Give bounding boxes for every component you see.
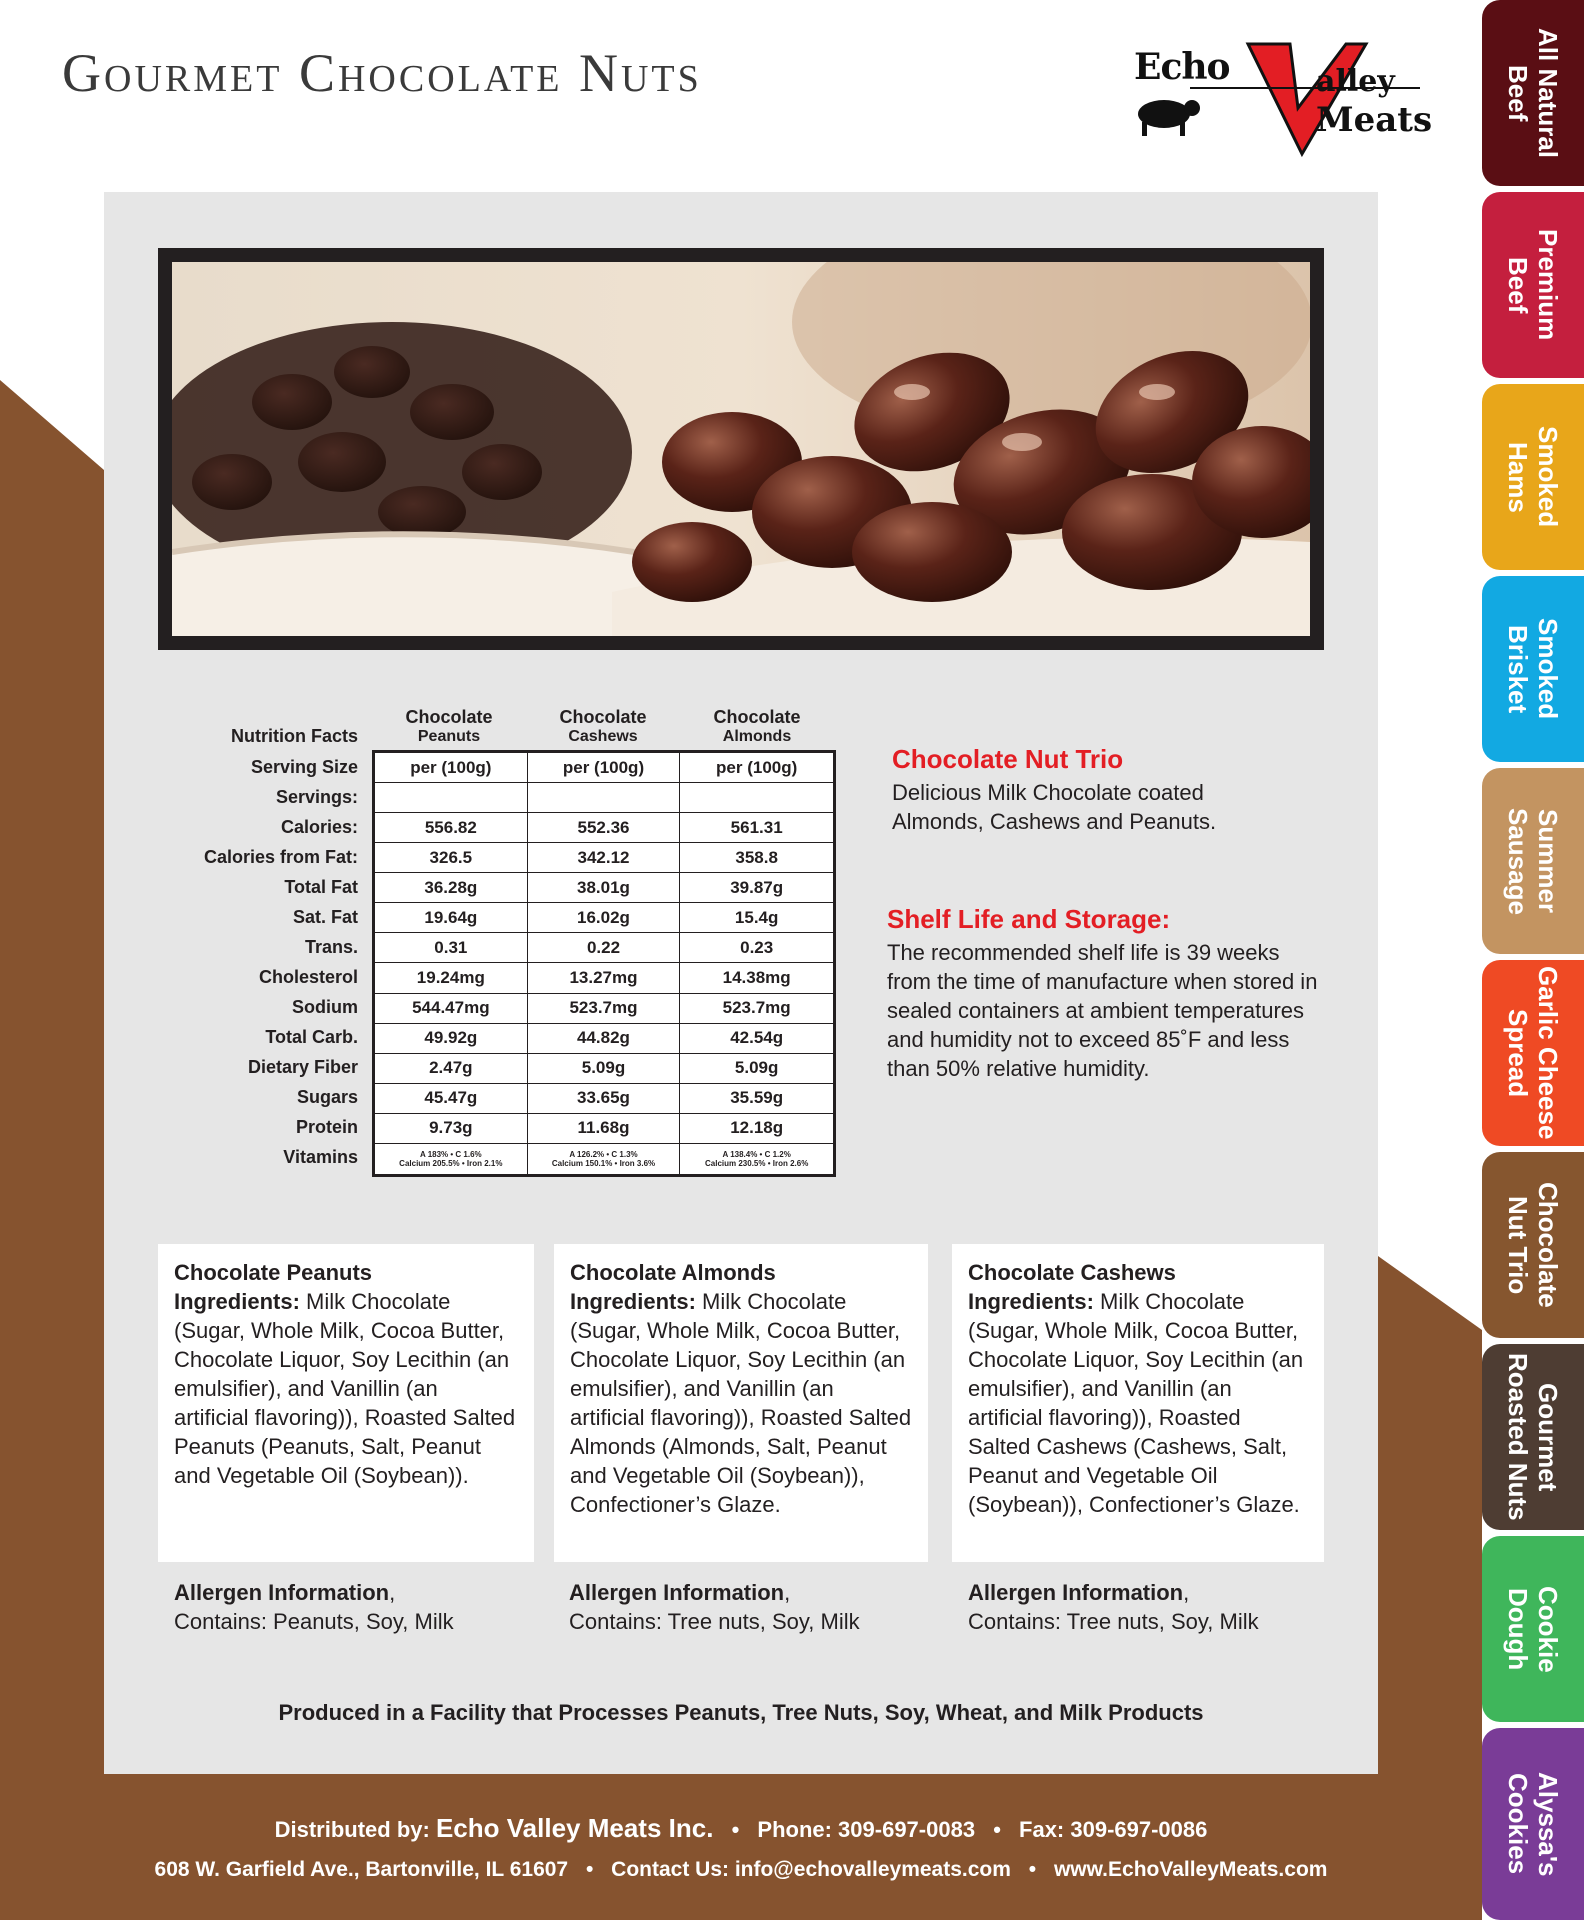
tab-cookie-dough[interactable]	[1482, 1536, 1584, 1722]
column-header-name: Chocolate	[713, 707, 801, 727]
allergen-info-almonds: Allergen Information, Contains: Tree nuts, Soy, Milk	[569, 1580, 860, 1634]
website-link[interactable]: www.EchoValleyMeats.com	[1053, 1858, 1328, 1881]
tab-alyssas-cookies[interactable]	[1482, 1728, 1584, 1920]
tab-garlic-cheese-spread[interactable]	[1482, 960, 1584, 1146]
vitamins-cell	[528, 1144, 681, 1174]
logo-meats-text: Meats	[1316, 100, 1433, 140]
fax-number: Fax: 309-697-0086	[1019, 1817, 1208, 1842]
nutrition-cell: 19.64g	[375, 903, 528, 933]
tab-premium-beef[interactable]	[1482, 192, 1584, 378]
nutrition-cell: 0.31	[375, 933, 528, 963]
separator: •	[1028, 1858, 1037, 1881]
tab-gourmet-roasted-nuts[interactable]	[1482, 1344, 1584, 1530]
nutrition-cell: per (100g)	[528, 753, 681, 783]
allergen-info-peanuts: Allergen Information, Contains: Peanuts, Soy, Milk	[174, 1580, 454, 1634]
column-header-cashews	[526, 708, 680, 746]
chocolate-nuts-photo	[172, 262, 1310, 636]
trio-heading: Chocolate Nut Trio	[892, 744, 1124, 774]
row-label: Calories:	[280, 817, 358, 837]
column-header-sub: Cashews	[568, 728, 638, 745]
company-name: Echo Valley Meats Inc.	[435, 1813, 714, 1843]
tab-label: Cookie Dough	[1503, 1585, 1563, 1673]
row-label: Serving Size	[250, 757, 358, 777]
nutrition-facts-title: Nutrition Facts	[230, 726, 358, 746]
nutrition-cell: 5.09g	[680, 1054, 833, 1084]
card-ingredients-label: Ingredients:	[174, 1289, 300, 1314]
row-label: Cholesterol	[258, 967, 358, 987]
nutrition-cell: 36.28g	[375, 873, 528, 903]
nutrition-cell: per (100g)	[680, 753, 833, 783]
nutrition-cell: 556.82	[375, 813, 528, 843]
tab-label: Smoked Hams	[1503, 426, 1563, 528]
nutrition-cell: 15.4g	[680, 903, 833, 933]
row-label: Total Fat	[284, 877, 358, 897]
ingredients-card-peanuts	[158, 1244, 534, 1562]
ingredients-card-cashews	[952, 1244, 1324, 1562]
nutrition-cell: 12.18g	[680, 1114, 833, 1144]
shelf-life-text: The recommended shelf life is 39 weeks from the time of manufacture when stored in sealed containers at ambient temperatures and humidity not to exceed 85˚F and less than 50% relative humidity.	[887, 940, 1318, 1081]
row-label: Sodium	[292, 997, 358, 1017]
allergen-label: Allergen Information	[968, 1580, 1184, 1605]
nutrition-cell	[680, 783, 833, 813]
nutrition-table	[372, 750, 836, 1177]
allergen-text: Contains: Tree nuts, Soy, Milk	[569, 1609, 860, 1634]
contact-email-link[interactable]: Contact Us: info@echovalleymeats.com	[611, 1858, 1011, 1881]
tab-label: Summer Sausage	[1503, 807, 1563, 915]
nutrition-cell: 33.65g	[528, 1084, 681, 1114]
nutrition-cell: 5.09g	[528, 1054, 681, 1084]
column-header-sub: Almonds	[722, 728, 792, 745]
card-product-name: Chocolate Almonds	[570, 1260, 776, 1285]
row-label: Trans.	[304, 937, 358, 957]
row-label: Protein	[295, 1117, 358, 1137]
nutrition-cell: 16.02g	[528, 903, 681, 933]
tab-smoked-hams[interactable]	[1482, 384, 1584, 570]
nutrition-cell: 11.68g	[528, 1114, 681, 1144]
column-header-name: Chocolate	[559, 707, 647, 727]
nutrition-cell: per (100g)	[375, 753, 528, 783]
row-label: Servings:	[275, 787, 358, 807]
card-ingredients-text: Milk Chocolate (Sugar, Whole Milk, Cocoa Butter, Chocolate Liquor, Soy Lecithin (an emulsifier), and Vanillin (an artificial flavoring)), Roasted Salted Peanuts (Peanuts, Salt, Peanut and Vegetable Oil (Soybean)).	[174, 1289, 516, 1488]
address: 608 W. Garfield Ave., Bartonville, IL 61607	[154, 1858, 569, 1881]
allergen-info-cashews: Allergen Information, Contains: Tree nuts, Soy, Milk	[968, 1580, 1259, 1634]
nutrition-cell: 14.38mg	[680, 963, 833, 993]
nutrition-cell: 35.59g	[680, 1084, 833, 1114]
page-title: Gourmet Chocolate Nuts	[62, 43, 702, 103]
nutrition-cell: 544.47mg	[375, 994, 528, 1024]
column-header-peanuts	[372, 708, 526, 746]
nutrition-cell: 44.82g	[528, 1024, 681, 1054]
row-label: Total Carb.	[265, 1027, 358, 1047]
nutrition-cell: 42.54g	[680, 1024, 833, 1054]
nutrition-cell: 9.73g	[375, 1114, 528, 1144]
nutrition-cell: 0.23	[680, 933, 833, 963]
card-product-name: Chocolate Cashews	[968, 1260, 1176, 1285]
nutrition-cell: 523.7mg	[680, 994, 833, 1024]
allergen-text: Contains: Peanuts, Soy, Milk	[174, 1609, 454, 1634]
card-ingredients-label: Ingredients:	[570, 1289, 696, 1314]
nutrition-cell: 523.7mg	[528, 994, 681, 1024]
trio-description: Delicious Milk Chocolate coated Almonds, Cashews and Peanuts.	[892, 780, 1217, 834]
nutrition-cell: 45.47g	[375, 1084, 528, 1114]
allergen-text: Contains: Tree nuts, Soy, Milk	[968, 1609, 1259, 1634]
vitamins-line: A 138.4% • C 1.2%	[722, 1149, 791, 1159]
nutrition-cell	[375, 783, 528, 813]
column-header-almonds	[680, 708, 834, 746]
tab-all-natural-beef[interactable]	[1482, 0, 1584, 186]
nutrition-cell: 49.92g	[375, 1024, 528, 1054]
nutrition-cell: 19.24mg	[375, 963, 528, 993]
nutrition-cell: 38.01g	[528, 873, 681, 903]
nutrition-cell: 13.27mg	[528, 963, 681, 993]
card-ingredients-text: Milk Chocolate (Sugar, Whole Milk, Cocoa Butter, Chocolate Liquor, Soy Lecithin (an emulsifier), and Vanillin (an artificial flavoring)), Roasted Salted Almonds (Almonds, Salt, Peanut and Vegetable Oil (Soybean)), Confectioner’s Glaze.	[570, 1289, 912, 1517]
separator: •	[993, 1817, 1001, 1842]
nutrition-cell: 326.5	[375, 843, 528, 873]
footer-line-2	[0, 1858, 1482, 1882]
nutrition-cell: 358.8	[680, 843, 833, 873]
nutrition-cell: 561.31	[680, 813, 833, 843]
nutrition-row-labels	[160, 752, 358, 1172]
ingredients-card-almonds	[554, 1244, 928, 1562]
tab-smoked-brisket[interactable]	[1482, 576, 1584, 762]
tab-label: All Natural Beef	[1503, 27, 1563, 159]
distributed-label: Distributed by:	[274, 1817, 430, 1842]
hero-image-frame	[158, 248, 1324, 650]
card-ingredients-text: Milk Chocolate (Sugar, Whole Milk, Cocoa Butter, Chocolate Liquor, Soy Lecithin (an emulsifier), and Vanillin (an artificial flavoring)), Roasted Salted Cashews (Cashews, Salt, Peanut and Vegetable Oil (Soybean)), Confectioner’s Glaze.	[968, 1289, 1304, 1517]
nutrition-cell	[528, 783, 681, 813]
shelf-life-heading: Shelf Life and Storage:	[887, 904, 1171, 934]
logo-echo-text: Echo	[1134, 46, 1230, 88]
allergen-label: Allergen Information	[174, 1580, 390, 1605]
row-label: Dietary Fiber	[247, 1057, 358, 1077]
row-label: Sugars	[296, 1087, 358, 1107]
phone-number[interactable]: Phone: 309-697-0083	[757, 1817, 976, 1842]
card-product-name: Chocolate Peanuts	[174, 1260, 373, 1285]
tab-label: Chocolate Nut Trio	[1503, 1182, 1563, 1308]
vitamins-line: Calcium 205.5% • Iron 2.1%	[399, 1158, 503, 1168]
nutrition-cell: 0.22	[528, 933, 681, 963]
tab-label: Smoked Brisket	[1503, 618, 1563, 720]
column-header-sub: Peanuts	[417, 728, 481, 745]
row-label: Sat. Fat	[292, 907, 358, 927]
vitamins-line: A 183% • C 1.6%	[420, 1149, 482, 1159]
row-label: Calories from Fat:	[203, 847, 358, 867]
row-label: Vitamins	[283, 1147, 358, 1167]
tab-label: Garlic Cheese Spread	[1503, 966, 1563, 1140]
vitamins-cell	[680, 1144, 833, 1174]
category-tabs	[1482, 0, 1584, 1920]
tab-label: Alyssa's Cookies	[1503, 1771, 1563, 1877]
tab-chocolate-nut-trio[interactable]	[1482, 1152, 1584, 1338]
vitamins-cell	[375, 1144, 528, 1174]
card-ingredients-label: Ingredients:	[968, 1289, 1094, 1314]
facility-note: Produced in a Facility that Processes Peanuts, Tree Nuts, Soy, Wheat, and Milk Products	[278, 1700, 1204, 1725]
echo-valley-logo[interactable]	[1130, 38, 1450, 158]
tab-summer-sausage[interactable]	[1482, 768, 1584, 954]
tab-label: Premium Beef	[1503, 229, 1563, 341]
vitamins-line: Calcium 150.1% • Iron 3.6%	[551, 1158, 656, 1168]
separator: •	[731, 1817, 740, 1842]
nutrition-cell: 2.47g	[375, 1054, 528, 1084]
vitamins-line: Calcium 230.5% • Iron 2.6%	[705, 1158, 809, 1168]
nutrition-cell: 39.87g	[680, 873, 833, 903]
nutrition-cell: 552.36	[528, 813, 681, 843]
tab-label: Gourmet Roasted Nuts	[1503, 1353, 1563, 1521]
column-header-name: Chocolate	[405, 707, 493, 727]
nutrition-cell: 342.12	[528, 843, 681, 873]
allergen-label: Allergen Information	[569, 1580, 785, 1605]
separator: •	[585, 1858, 594, 1881]
footer-line-1	[0, 1813, 1482, 1844]
vitamins-line: A 126.2% • C 1.3%	[569, 1149, 638, 1159]
logo-valley-text: alley	[1316, 64, 1395, 99]
